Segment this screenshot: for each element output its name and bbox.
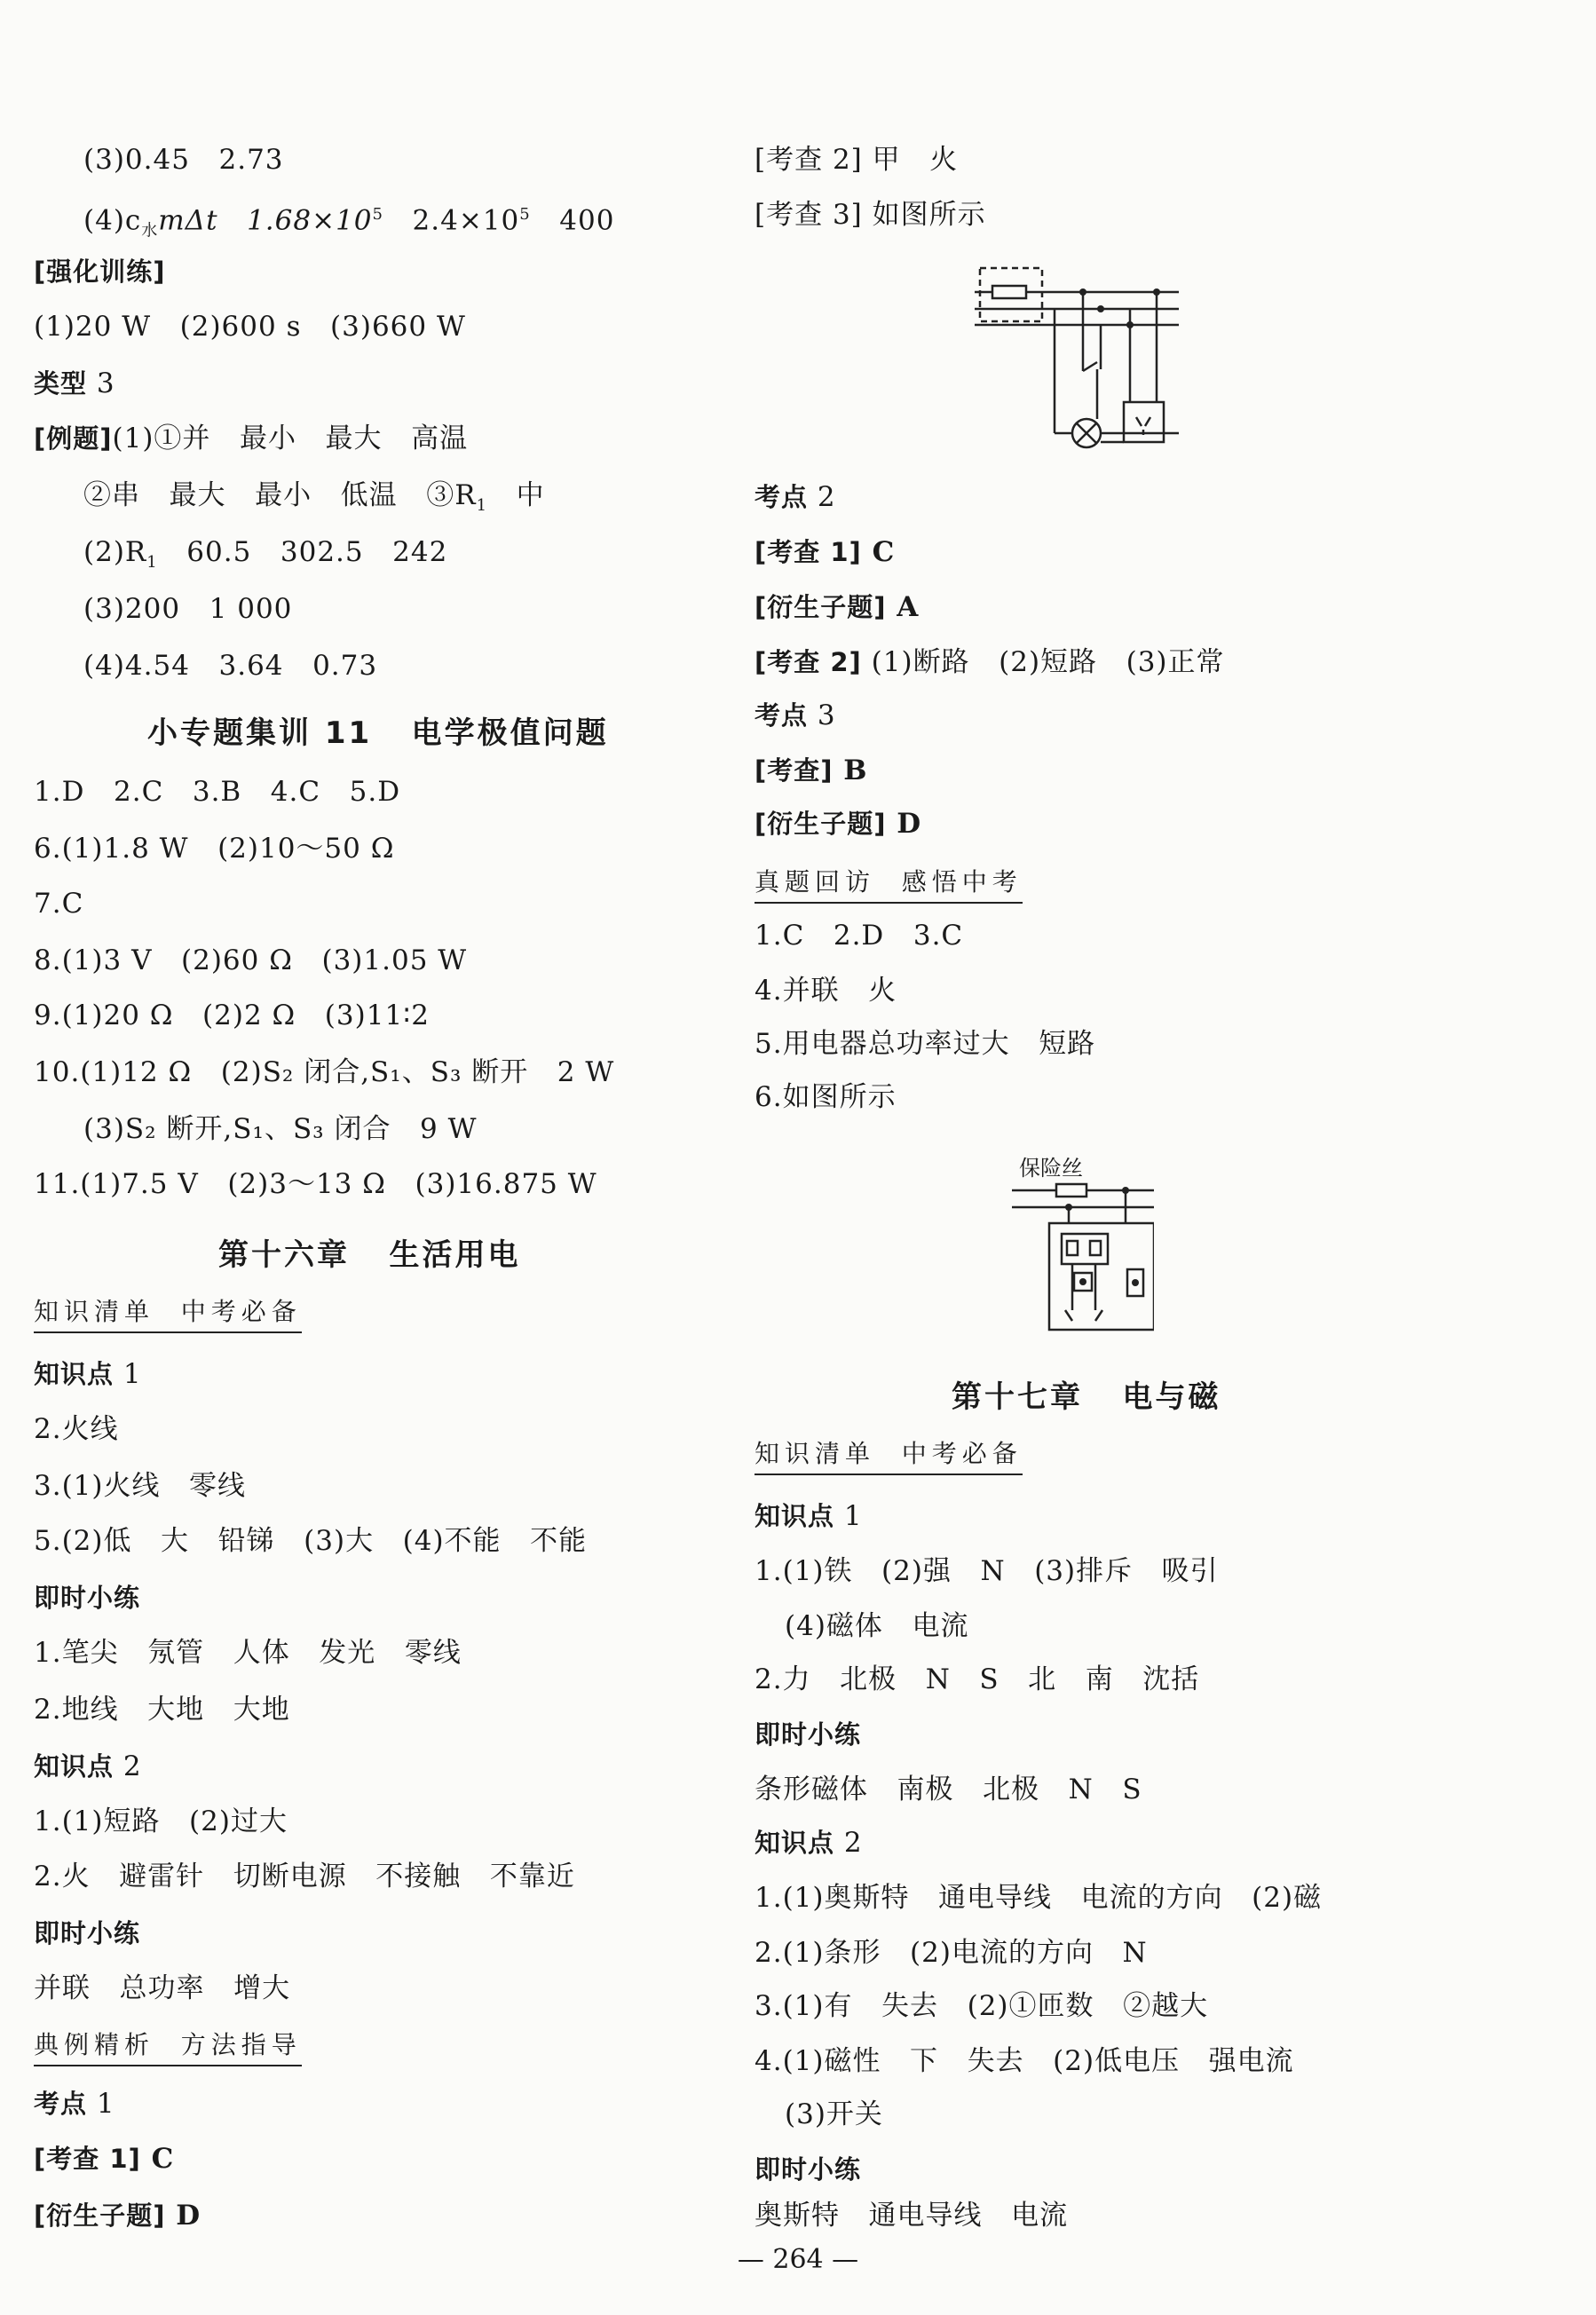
- answer-line: 并联 总功率 增大: [34, 1972, 291, 2004]
- answer-line: (4)4.54 3.64 0.73: [83, 650, 378, 682]
- fuse-socket-diagram: [1012, 1177, 1154, 1337]
- exam-point-heading: 考点 3: [755, 699, 836, 731]
- answer-line: 1.(1)短路 (2)过大: [34, 1805, 288, 1837]
- socket-circuit-diagram: [975, 265, 1179, 451]
- answer-line: 2.火线: [34, 1413, 119, 1445]
- answer-line: 5.用电器总功率过大 短路: [755, 1028, 1096, 1060]
- knowledge-heading: 知识点 1: [34, 1358, 142, 1390]
- answer-line: 条形磁体 南极 北极 N S: [755, 1774, 1142, 1805]
- answer-line: [例题](1)①并 最小 最大 高温: [34, 423, 469, 454]
- answer-line: [考查 2] (1)断路 (2)短路 (3)正常: [755, 646, 1225, 678]
- chapter-title: 第十六章 生活用电: [218, 1237, 521, 1273]
- section-heading: [强化训练]: [34, 257, 166, 287]
- answer-line: 10.(1)12 Ω (2)S₂ 闭合,S₁、S₃ 断开 2 W: [34, 1056, 615, 1088]
- chapter-title: 小专题集训 11 电学极值问题: [147, 715, 609, 751]
- practice-heading: 即时小练: [755, 2154, 862, 2185]
- answer-line: 5.(2)低 大 铅锑 (3)大 (4)不能 不能: [34, 1525, 588, 1557]
- answer-line: 1.D 2.C 3.B 4.C 5.D: [34, 776, 401, 808]
- answer-line: ②串 最大 最小 低温 $③R_1$ 中: [83, 479, 545, 516]
- knowledge-heading: 知识点 1: [755, 1500, 863, 1532]
- knowledge-heading: 知识点 2: [34, 1750, 142, 1782]
- practice-heading: 即时小练: [34, 1583, 141, 1613]
- answer-line: 奥斯特 通电导线 电流: [755, 2200, 1069, 2232]
- answer-line: (4)磁体 电流: [785, 1610, 969, 1642]
- answer-line: [考查] B: [755, 755, 868, 786]
- practice-heading: 即时小练: [34, 1918, 141, 1948]
- answer-line: [衍生子题] D: [755, 808, 922, 840]
- answer-line: 3.(1)火线 零线: [34, 1470, 247, 1502]
- knowledge-heading: 知识点 2: [755, 1827, 863, 1859]
- answer-line: 6.(1)1.8 W (2)10～50 Ω: [34, 833, 395, 865]
- answer-line: 1.C 2.D 3.C: [755, 920, 964, 952]
- answer-line: [衍生子题] A: [755, 591, 920, 623]
- type-heading: 类型 3: [34, 367, 115, 399]
- answer-line: $(4)c_水m\Delta t$ $1.68\times 10^5$ $2.4\times 10^5$ 400: [83, 204, 615, 241]
- section-banner: 典例精析 方法指导: [34, 2026, 302, 2066]
- answer-line: 1.笔尖 氖管 人体 发光 零线: [34, 1637, 462, 1669]
- answer-line: [考查 3] 如图所示: [755, 199, 986, 231]
- answer-line: 1.(1)奥斯特 通电导线 电流的方向 (2)磁: [755, 1882, 1323, 1914]
- answer-line: 11.(1)7.5 V (2)3～13 Ω (3)16.875 W: [34, 1168, 597, 1200]
- answer-line: (3)200 1 000: [83, 593, 293, 625]
- answer-line: 2.(1)条形 (2)电流的方向 N: [755, 1937, 1148, 1969]
- fuse-label: 保险丝: [1019, 1156, 1083, 1181]
- answer-line: 4.(1)磁性 下 失去 (2)低电压 强电流: [755, 2045, 1294, 2077]
- answer-line: 3.(1)有 失去 (2)①匝数 ②越大: [755, 1990, 1209, 2022]
- answer-line: (3)0.45 2.73: [83, 144, 284, 176]
- exam-point-heading: 考点 1: [34, 2088, 115, 2120]
- answer-line: [考查 1] C: [34, 2143, 175, 2175]
- answer-line: 6.如图所示: [755, 1081, 897, 1113]
- answer-line: [考查 2] 甲 火: [755, 144, 959, 176]
- practice-heading: 即时小练: [755, 1719, 862, 1750]
- answer-line: 2.火 避雷针 切断电源 不接触 不靠近: [34, 1861, 575, 1892]
- answer-line: [考查 1] C: [755, 536, 896, 568]
- section-banner: 真题回访 感悟中考: [755, 863, 1023, 904]
- section-banner: 知识清单 中考必备: [755, 1434, 1023, 1475]
- exam-point-heading: 考点 2: [755, 481, 836, 513]
- chapter-title: 第十七章 电与磁: [952, 1379, 1221, 1415]
- answer-line: (3)S₂ 断开,S₁、S₃ 闭合 9 W: [83, 1113, 478, 1145]
- answer-line: 1.(1)铁 (2)强 N (3)排斥 吸引: [755, 1555, 1219, 1587]
- answer-line: 2.力 北极 N S 北 南 沈括: [755, 1663, 1200, 1695]
- section-banner: 知识清单 中考必备: [34, 1292, 302, 1333]
- answer-line: 2.地线 大地 大地: [34, 1694, 290, 1726]
- answer-line: 7.C: [34, 888, 84, 920]
- answer-line: [衍生子题] D: [34, 2200, 201, 2232]
- answer-line: (3)开关: [785, 2098, 883, 2130]
- answer-line: $(2)R_1$ 60.5 302.5 242: [83, 536, 448, 573]
- answer-line: 4.并联 火: [755, 975, 897, 1007]
- answer-line: (1)20 W (2)600 s (3)660 W: [34, 311, 466, 343]
- answer-line: 9.(1)20 Ω (2)2 Ω (3)11∶2: [34, 999, 430, 1031]
- page-number: — 264 —: [737, 2244, 859, 2275]
- answer-line: 8.(1)3 V (2)60 Ω (3)1.05 W: [34, 944, 468, 976]
